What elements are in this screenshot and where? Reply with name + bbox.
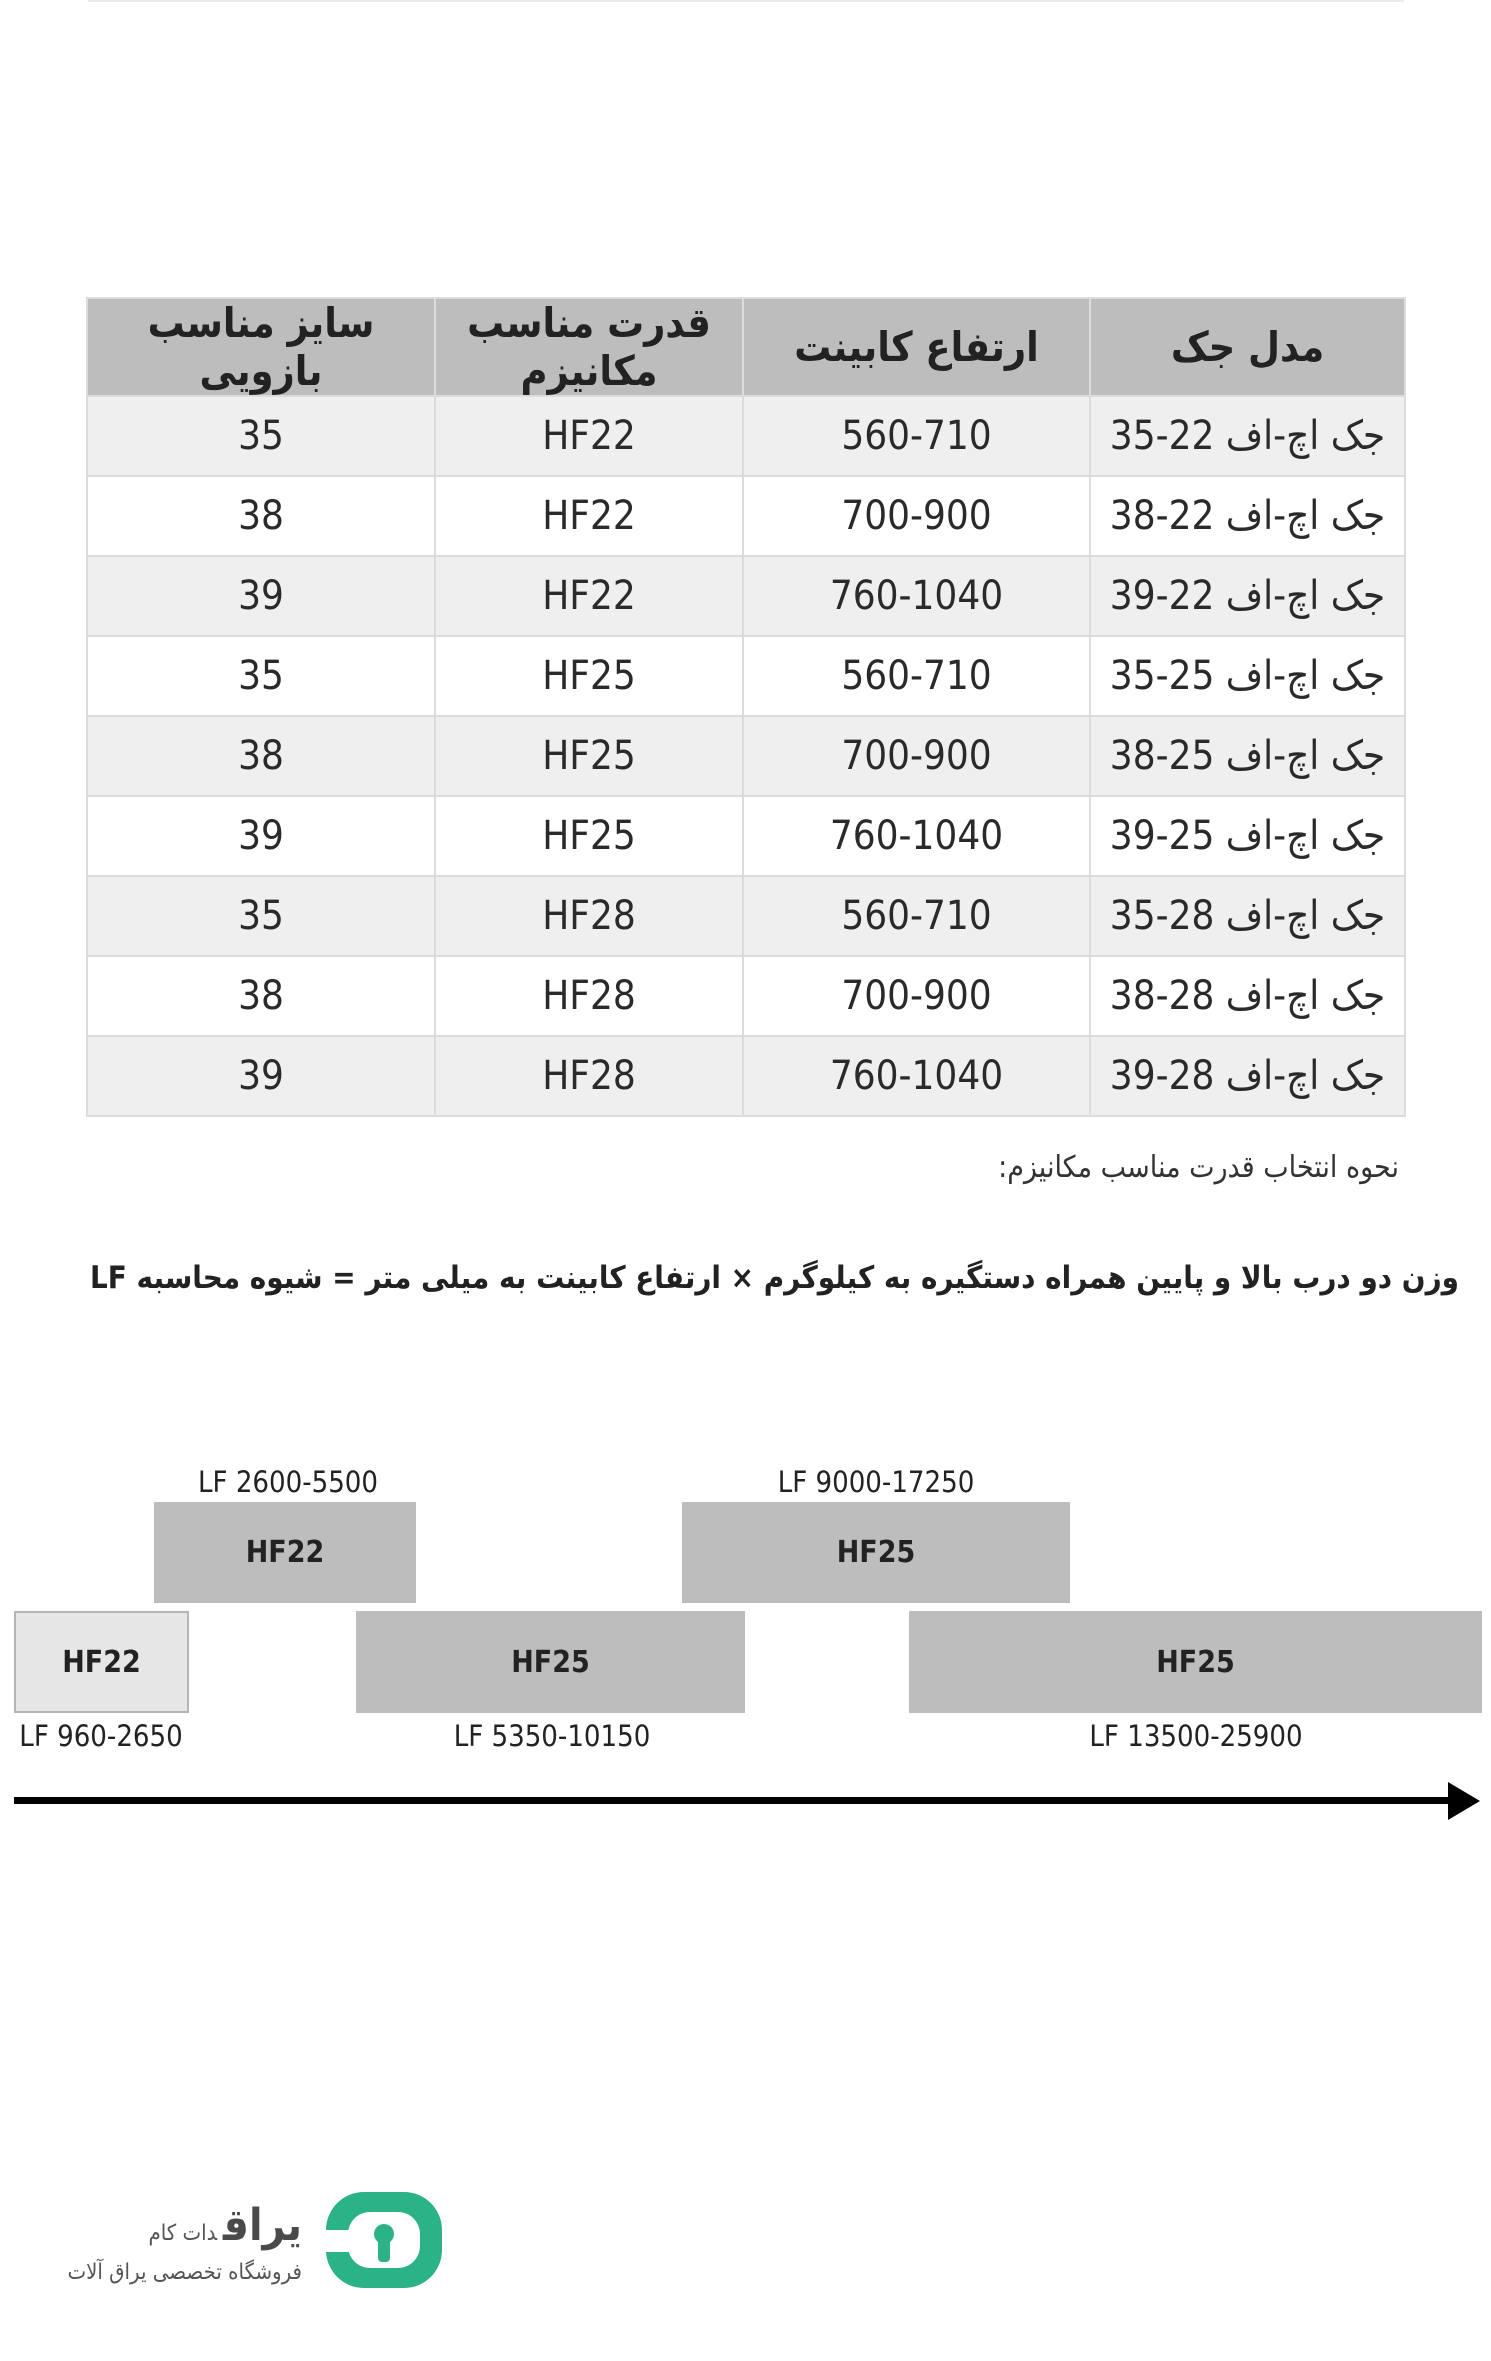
table-header-row — [87, 298, 1405, 396]
table-row — [87, 556, 1405, 636]
cell-power: HF25 — [435, 796, 743, 876]
range-label: LF 960-2650 — [19, 1719, 183, 1753]
cell-arm-size: 39 — [87, 796, 435, 876]
cell-height: 560-710 — [743, 396, 1090, 476]
cell-model: جک اچ-اف 22-35 — [1090, 396, 1405, 476]
range-label: LF 2600-5500 — [197, 1465, 379, 1499]
range-label: LF 13500-25900 — [1089, 1719, 1303, 1753]
cell-arm-size: 35 — [87, 876, 435, 956]
selection-method-heading: نحوه انتخاب قدرت مناسب مکانیزم: — [998, 1150, 1399, 1185]
range-box-hf25-lower: HF25 — [356, 1611, 745, 1713]
cell-arm-size: 38 — [87, 716, 435, 796]
range-box-hf25-right: HF25 — [909, 1611, 1482, 1713]
cell-height: 760-1040 — [743, 796, 1090, 876]
cell-model: جک اچ-اف 28-38 — [1090, 956, 1405, 1036]
range-label: LF 5350-10150 — [453, 1719, 651, 1753]
range-box-hf25-upper: HF25 — [682, 1502, 1070, 1603]
cell-arm-size: 38 — [87, 476, 435, 556]
table-row — [87, 476, 1405, 556]
cell-model: جک اچ-اف 28-35 — [1090, 876, 1405, 956]
cell-power: HF28 — [435, 1036, 743, 1116]
logo-brand-suffix: دات کام — [148, 2221, 218, 2246]
header-model: مدل جک — [1090, 298, 1405, 396]
cell-power: HF22 — [435, 396, 743, 476]
cell-height: 700-900 — [743, 476, 1090, 556]
cell-height: 760-1040 — [743, 1036, 1090, 1116]
top-divider — [88, 0, 1404, 2]
table-row — [87, 396, 1405, 476]
cell-height: 560-710 — [743, 876, 1090, 956]
table-row — [87, 1036, 1405, 1116]
cell-power: HF28 — [435, 876, 743, 956]
cell-arm-size: 39 — [87, 1036, 435, 1116]
table-row — [87, 876, 1405, 956]
logo-icon — [324, 2190, 444, 2290]
lf-axis-line — [14, 1797, 1456, 1804]
range-label: LF 9000-17250 — [777, 1465, 975, 1499]
cell-power: HF22 — [435, 556, 743, 636]
cell-arm-size: 39 — [87, 556, 435, 636]
logo-brand: یراق — [223, 2200, 302, 2251]
cell-height: 700-900 — [743, 956, 1090, 1036]
logo-wordmark — [149, 2200, 302, 2251]
header-arm-size: سایز مناسب بازویی — [87, 298, 435, 396]
cell-arm-size: 35 — [87, 396, 435, 476]
table-row — [87, 956, 1405, 1036]
cell-model: جک اچ-اف 25-35 — [1090, 636, 1405, 716]
range-box-hf22-lower: HF22 — [14, 1611, 189, 1713]
header-cabinet-height: ارتفاع کابینت — [743, 298, 1090, 396]
cell-model: جک اچ-اف 28-39 — [1090, 1036, 1405, 1116]
cell-model: جک اچ-اف 22-39 — [1090, 556, 1405, 636]
cell-power: HF25 — [435, 636, 743, 716]
logo-tagline: فروشگاه تخصصی یراق آلات — [67, 2260, 302, 2285]
lf-formula: وزن دو درب بالا و پایین همراه دستگیره به کیلوگرم × ارتفاع کابینت به میلی متر = شیوه محاسبه LF — [90, 1260, 1459, 1296]
table-row — [87, 636, 1405, 716]
cell-arm-size: 38 — [87, 956, 435, 1036]
cell-arm-size: 35 — [87, 636, 435, 716]
range-box-hf22-upper: HF22 — [154, 1502, 416, 1603]
spec-table — [86, 297, 1406, 1117]
cell-model: جک اچ-اف 25-39 — [1090, 796, 1405, 876]
header-mechanism-power: قدرت مناسب مکانیزم — [435, 298, 743, 396]
cell-power: HF28 — [435, 956, 743, 1036]
table-row — [87, 716, 1405, 796]
cell-height: 560-710 — [743, 636, 1090, 716]
cell-power: HF22 — [435, 476, 743, 556]
cell-power: HF25 — [435, 716, 743, 796]
cell-height: 760-1040 — [743, 556, 1090, 636]
cell-model: جک اچ-اف 22-38 — [1090, 476, 1405, 556]
arrow-right-icon — [1448, 1782, 1480, 1820]
cell-height: 700-900 — [743, 716, 1090, 796]
table-row — [87, 796, 1405, 876]
cell-model: جک اچ-اف 25-38 — [1090, 716, 1405, 796]
